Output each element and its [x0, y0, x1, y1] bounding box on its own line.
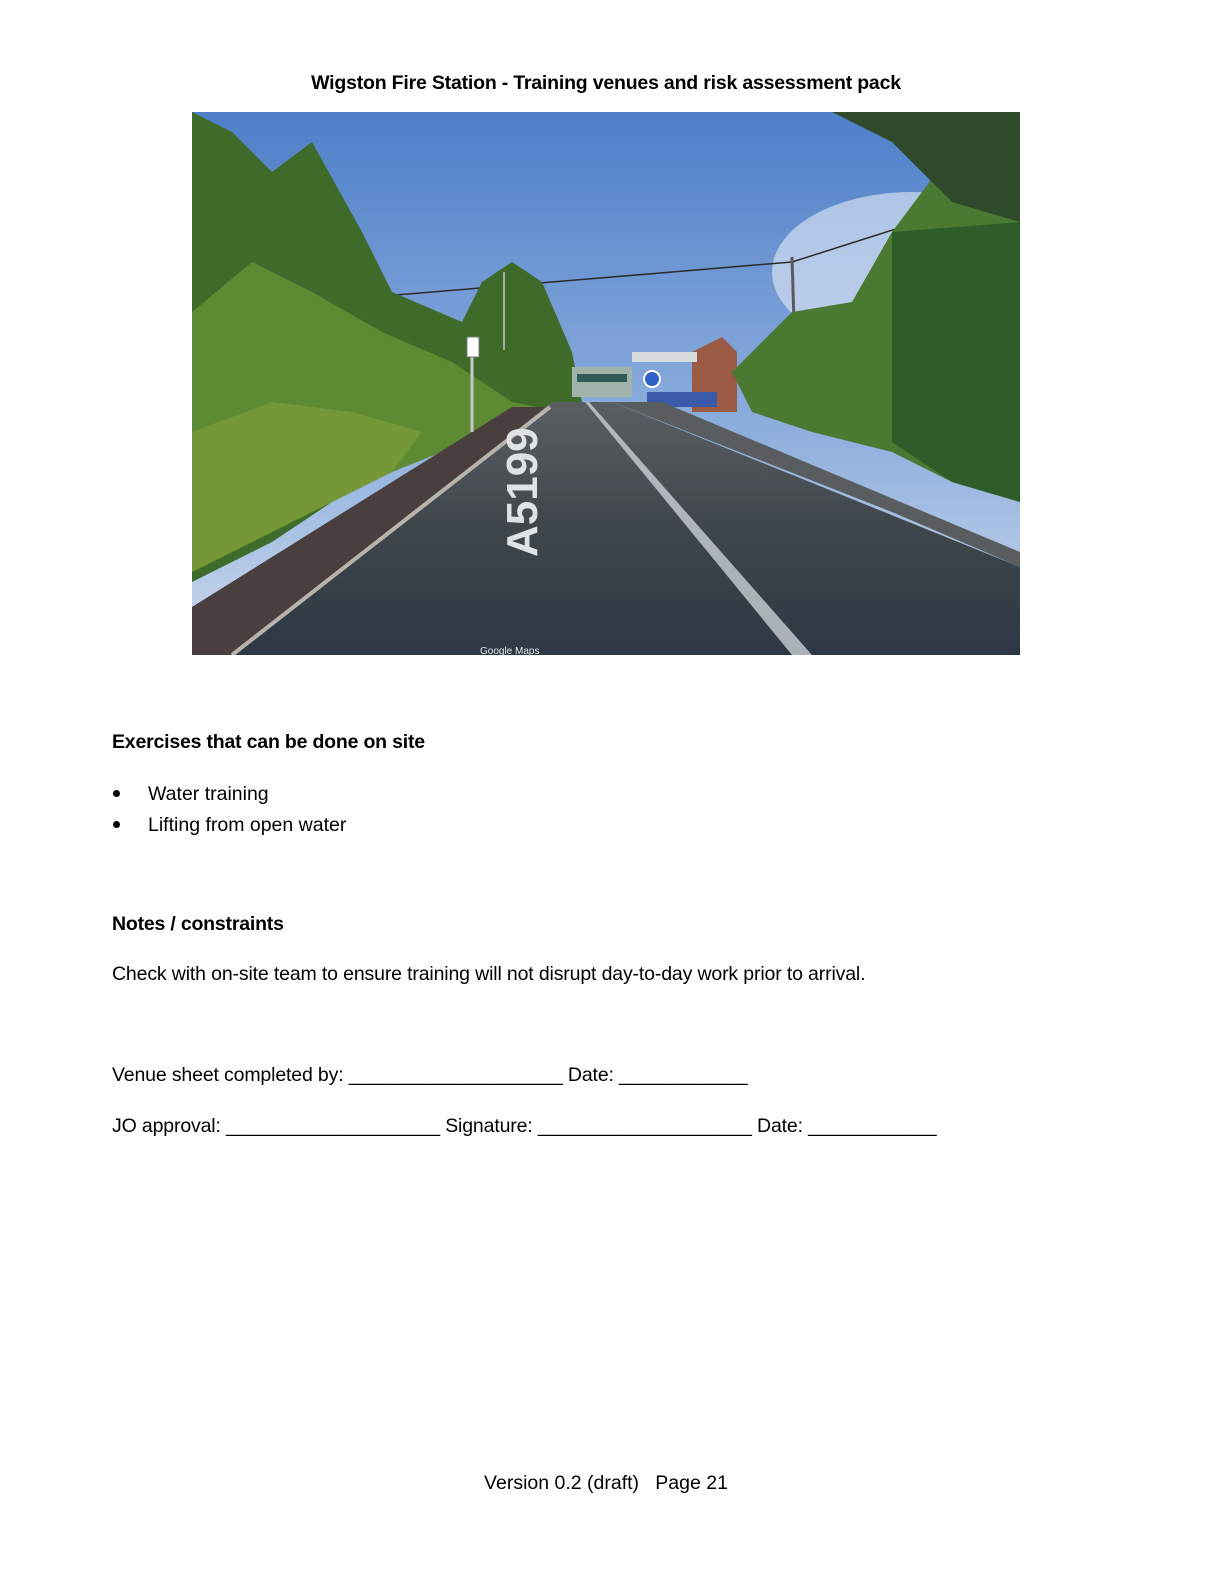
bullet-icon — [113, 790, 120, 797]
site-photo — [192, 112, 1020, 655]
completed-by-line: Venue sheet completed by: ____________________ Date: ____________ — [112, 1064, 748, 1086]
notes-heading: Notes / constraints — [112, 913, 284, 935]
page-title: Wigston Fire Station - Training venues and risk assessment pack — [311, 72, 901, 94]
exercises-heading: Exercises that can be done on site — [112, 731, 425, 753]
approval-line: JO approval: ____________________ Signature: ____________________ Date: ____________ — [112, 1115, 937, 1137]
road-marking-text: A5199 — [498, 427, 547, 557]
exercises-list — [112, 780, 346, 842]
map-watermark: Google Maps — [480, 646, 540, 655]
page-footer: Version 0.2 (draft) Page 21 — [484, 1472, 728, 1494]
list-item-label: Lifting from open water — [148, 814, 347, 836]
list-item — [112, 780, 346, 811]
notes-text: Check with on-site team to ensure training will not disrupt day-to-day work prior to arrival. — [112, 963, 866, 985]
list-item — [112, 811, 346, 842]
bullet-icon — [113, 821, 120, 828]
list-item-label: Water training — [148, 783, 269, 805]
